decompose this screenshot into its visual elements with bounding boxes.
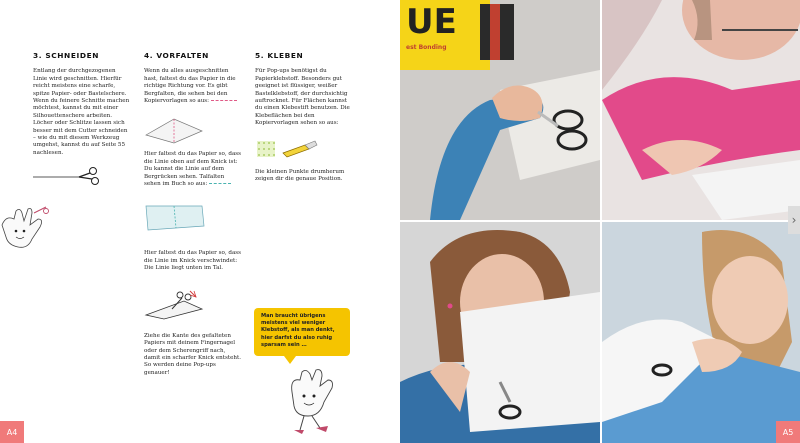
text-vorfalten-3: Hier faltest du das Papier so, dass die Linie im Knick verschwindet: Die Linie liegt unten im Tal.	[144, 250, 242, 272]
column-schneiden	[33, 52, 131, 187]
tip-speech-bubble: Man braucht übrigens meistens viel weniger Klebstoff, als man denkt, hier darfst du also ruhig sparsam sein …	[254, 308, 350, 356]
page-number-left: A4	[0, 421, 24, 443]
heading-kleben: 5. KLEBEN	[255, 51, 304, 60]
photo-collage	[400, 0, 800, 443]
valley-fold-illustration	[144, 200, 206, 236]
mountain-fold-line	[211, 100, 237, 101]
photo-girl-braids	[602, 222, 800, 443]
glue-bottle-sublabel: est Bonding	[406, 44, 447, 51]
crease-with-scissors-illustration	[144, 287, 206, 321]
heading-vorfalten: 4. VORFALTEN	[144, 51, 209, 60]
photo-girl-glasses	[602, 0, 800, 220]
text-kleben-1: Für Pop-ups benötigst du Papierklebstoff. Besonders gut geeignet ist flüssiger, weißer Bastelklebstoff, der durchsichtig auftrocknet. Für Flächen kannst du einen Klebestift benutzen. Die Klebeflächen bei den Kopiervorlagen sehen so aus:	[255, 68, 350, 127]
glove-character-illustration	[282, 368, 348, 438]
glue-area-illustration	[255, 137, 325, 163]
mountain-fold-illustration	[144, 113, 204, 145]
column-kleben	[255, 52, 353, 183]
photo-hand-scissors	[400, 0, 600, 220]
scissors-line-illustration	[33, 165, 103, 187]
column-vorfalten	[144, 52, 242, 377]
text-vorfalten-4: Ziehe die Kante des gefalteten Papiers mit deinem Fingernagel oder dem Scherengriff nach, damit ein scharfer Knick entsteht. So werden deine Pop-ups genauer!	[144, 332, 242, 376]
next-page-arrow-icon[interactable]: ›	[788, 206, 800, 234]
hand-cutout-illustration	[0, 205, 52, 255]
glue-bottle-label: UE	[406, 2, 457, 42]
text-vorfalten-1: Wenn du alles ausgeschnitten hast, faltest du das Papier in die richtige Richtung vor. Es gibt Bergfalten, die sehen bei den Kopiervorlagen so aus:	[144, 68, 236, 105]
text-kleben-2: Die kleinen Punkte drumherum zeigen dir die genaue Position.	[255, 168, 345, 183]
photo-girl-cutting	[400, 222, 600, 443]
page-number-right: A5	[776, 421, 800, 443]
heading-schneiden: 3. SCHNEIDEN	[33, 51, 100, 60]
valley-fold-line	[209, 183, 231, 184]
text-schneiden: Entlang der durchgezogenen Linie wird geschnitten. Hierfür reicht meistens eine scharfe, spitze Papier- oder Bastelschere. Wenn du feinere Schnitte machen möchtest, kannst du mit einer Silhouettenschere arbeiten. Löcher oder Schlitze lassen sich besser mit dem Cutter schneiden – wie du mit diesem Werkzeug umgehst, kannst du auf Seite 55 nachlesen.	[33, 68, 130, 156]
text-vorfalten-2: Hier faltest du das Papier so, dass die Linie oben auf dem Knick ist: Du kannst die Linie auf dem Bergrücken sehen. Talfalten sehen im Buch so aus:	[144, 151, 242, 188]
